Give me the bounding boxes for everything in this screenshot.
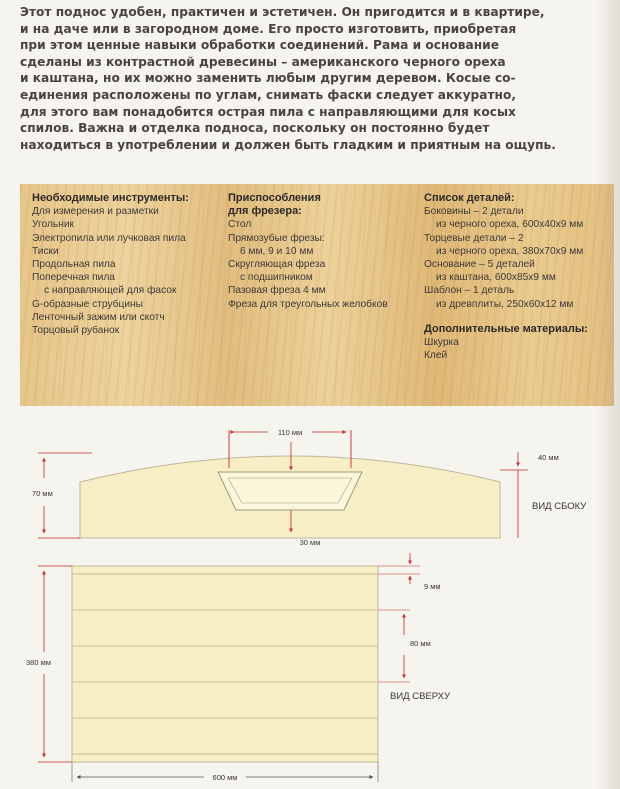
tool-item: Поперечная пила bbox=[32, 272, 115, 284]
dimension-slat bbox=[378, 610, 431, 682]
router-item: 6 мм, 9 и 10 мм bbox=[240, 245, 314, 257]
part-item: Боковины – 2 детали bbox=[424, 206, 524, 218]
part-item: Торцевые детали – 2 bbox=[424, 232, 524, 244]
extra-item: Шкурка bbox=[424, 337, 459, 349]
part-item: из черного ореха, 600х40х9 мм bbox=[436, 219, 584, 231]
dim-600-label: 600 мм bbox=[212, 773, 238, 782]
tool-item: Продольная пила bbox=[32, 259, 116, 271]
part-item: из каштана, 600х85х9 мм bbox=[436, 272, 556, 284]
dimension-rim bbox=[378, 553, 441, 591]
intro-line: находиться в употреблении и должен быть гладким и приятным на ощупь. bbox=[20, 137, 556, 152]
dim-9-label: 9 мм bbox=[424, 582, 441, 591]
dimension-end-height bbox=[500, 452, 559, 538]
dim-380-label: 380 мм bbox=[26, 658, 51, 667]
intro-line: сделаны из контрастной древесины – американского черного ореха bbox=[20, 54, 506, 69]
intro-line: и каштана, но их можно заменить любым другим деревом. Косые со- bbox=[20, 71, 516, 86]
intro-line: при этом ценные навыки обработки соединений. Рама и основание bbox=[20, 38, 499, 53]
tool-item: Тиски bbox=[32, 245, 59, 257]
extra-heading: Дополнительные материалы: bbox=[424, 322, 588, 335]
dimension-length bbox=[72, 762, 378, 782]
extra-item: Клей bbox=[424, 350, 448, 362]
router-item: с подшипником bbox=[240, 272, 313, 284]
router-item: Прямозубые фрезы: bbox=[228, 232, 325, 244]
router-heading-1: Приспособления bbox=[228, 192, 321, 204]
dim-40-label: 40 мм bbox=[538, 453, 559, 462]
part-item: Шаблон – 1 деталь bbox=[424, 285, 515, 297]
dim-30-label: 30 мм bbox=[299, 538, 321, 547]
part-item: Основание – 5 деталей bbox=[424, 259, 535, 271]
part-item: из древплиты, 250х60х12 мм bbox=[436, 298, 574, 310]
tool-item: Электропила или лучковая пила bbox=[32, 232, 186, 244]
dim-80-label: 80 мм bbox=[410, 639, 431, 648]
top-view-drawing bbox=[72, 566, 378, 762]
side-view-drawing bbox=[80, 456, 500, 538]
intro-line: Этот поднос удобен, практичен и эстетичен. Он пригодится и в квартире, bbox=[20, 5, 545, 19]
tool-item: Угольник bbox=[32, 219, 74, 231]
part-item: из черного ореха, 380х70х9 мм bbox=[436, 245, 584, 257]
router-heading-2: для фрезера: bbox=[228, 205, 302, 218]
dim-70-label: 70 мм bbox=[32, 489, 53, 498]
tool-item: Для измерения и разметки bbox=[32, 206, 159, 218]
side-view-label: ВИД СБОКУ bbox=[532, 501, 587, 512]
intro-line: спилов. Важна и отделка подноса, поскольку он постоянно будет bbox=[20, 121, 490, 136]
tools-heading: Необходимые инструменты: bbox=[32, 192, 189, 204]
router-item: Фреза для треугольных желобков bbox=[228, 298, 388, 310]
intro-line: единения расположены по углам, снимать фаски следует аккуратно, bbox=[20, 87, 516, 102]
parts-heading: Список деталей: bbox=[424, 192, 515, 204]
router-item: Скругляющая фреза bbox=[228, 259, 326, 271]
intro-line: и на даче или в загородном доме. Его просто изготовить, приобретая bbox=[20, 21, 517, 36]
dim-110-label: 110 мм bbox=[277, 428, 303, 437]
tool-item: Ленточный зажим или скотч bbox=[32, 311, 165, 323]
tool-item: G-образные струбцины bbox=[32, 298, 143, 310]
dimension-width bbox=[26, 566, 72, 762]
tool-item: Торцовый рубанок bbox=[32, 325, 120, 337]
router-item: Пазовая фреза 4 мм bbox=[228, 285, 326, 297]
top-view-label: ВИД СВЕРХУ bbox=[390, 691, 451, 702]
tool-item: с направляющей для фасок bbox=[44, 285, 177, 297]
intro-line: для этого вам понадобится острая пила с направляющими для косых bbox=[20, 104, 516, 119]
router-item: Стол bbox=[228, 219, 252, 231]
